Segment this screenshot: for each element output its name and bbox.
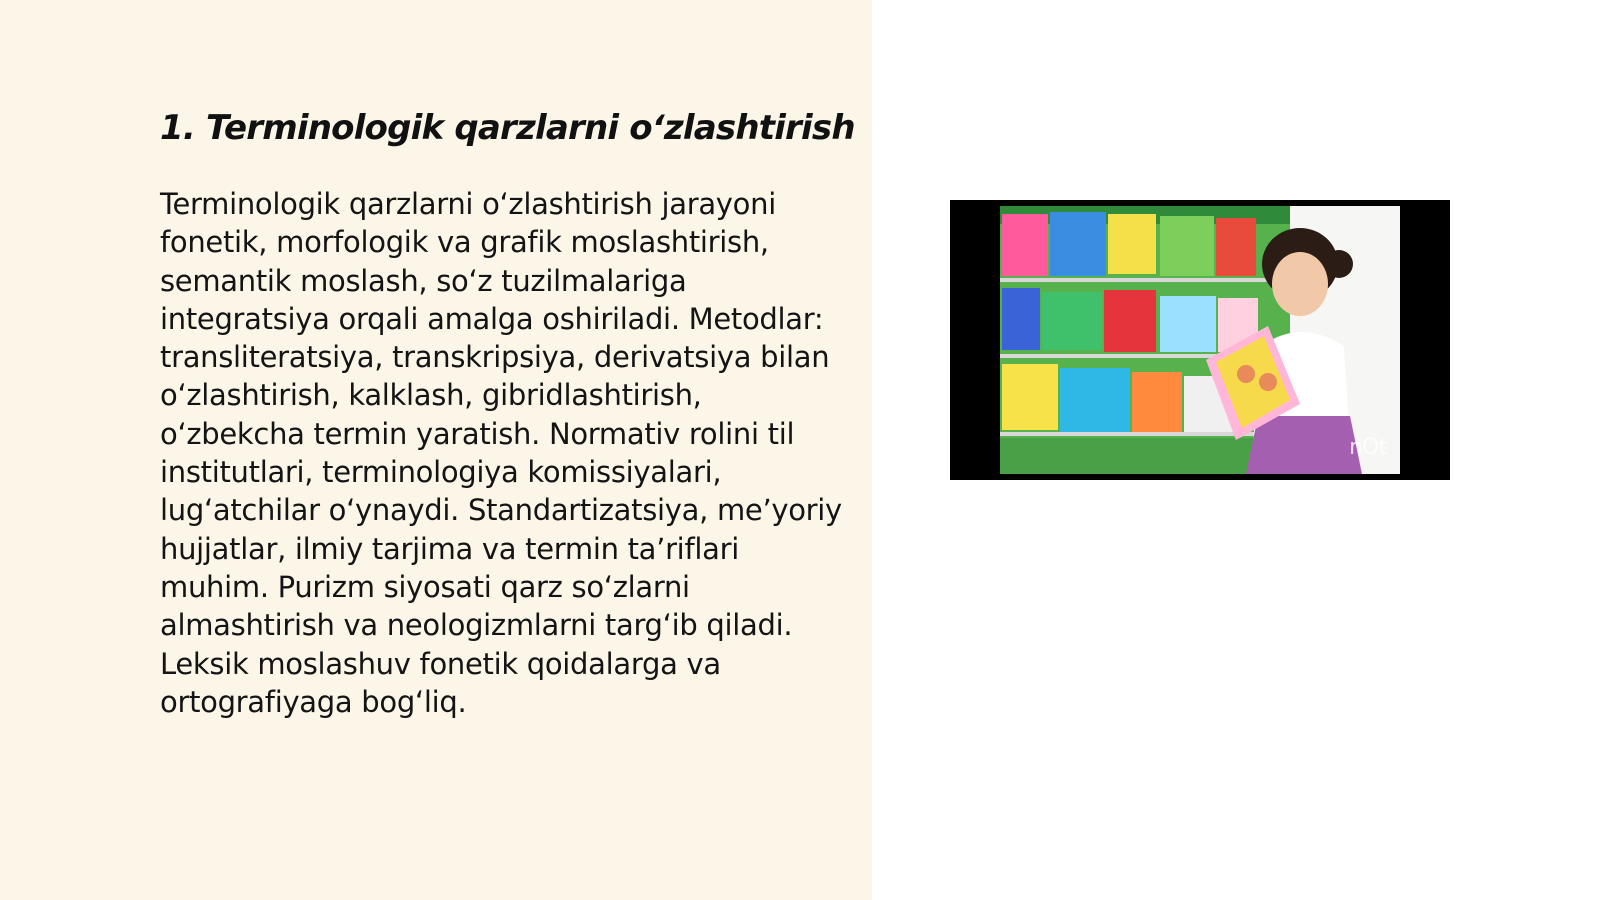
video-watermark: nOt bbox=[1349, 435, 1386, 460]
photo-illustration bbox=[1000, 206, 1400, 474]
slide-body-text: Terminologik qarzlarni o‘zlashtirish jarayoni fonetik, morfologik va grafik moslashtirish, semantik moslash, so‘z tuzilmalariga integratsiya orqali amalga oshiriladi. Metodlar: transliteratsiya, transkripsiya, derivatsiya bilan o‘zlashtirish, kalklash, gibridlashtirish, o‘zbekcha termin yaratish. Normativ rolini til institutlari, terminologiya komissiyalari, lug‘atchilar o‘ynaydi. Standartizatsiya, me’yoriy hujjatlar, ilmiy tarjima va termin ta’riflari muhim. Purizm siyosati qarz so‘zlarni almashtirish va neologizmlarni targ‘ib qiladi. Leksik moslashuv fonetik qoidalarga va ortografiyaga bog‘liq. bbox=[160, 187, 842, 719]
photo-frame bbox=[950, 200, 1450, 480]
photo-girl-with-books bbox=[1000, 206, 1400, 474]
slide-title: 1. Terminologik qarzlarni o‘zlashtirish bbox=[160, 108, 855, 148]
